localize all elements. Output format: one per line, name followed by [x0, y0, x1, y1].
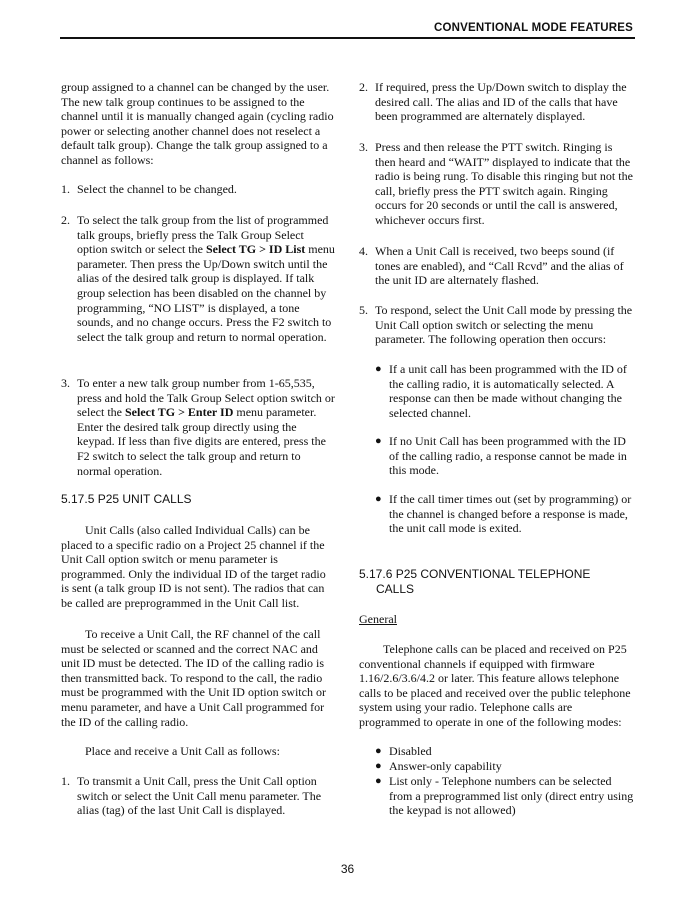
bullet-item	[359, 492, 634, 536]
step-text-b: menu parameter. Enter the desired talk group directly using the keypad. If less than five digits are entered, press the F2 switch to select the talk group and return to normal operation.	[77, 405, 326, 478]
menu-path: Select TG > Enter ID	[124, 405, 234, 420]
step-text	[77, 376, 336, 478]
bullet-item	[359, 434, 634, 478]
subheading-general: General	[359, 612, 397, 626]
step-3	[61, 376, 336, 478]
step-number: 3.	[359, 140, 368, 154]
heading-line-2: CALLS	[376, 581, 415, 596]
mode-item	[359, 744, 634, 759]
bullet-icon: ●	[375, 775, 382, 787]
bullet-icon: ●	[375, 493, 382, 505]
bullet-icon: ●	[375, 745, 382, 757]
section-heading-5-17-6	[359, 567, 634, 596]
page-number: 36	[340, 862, 355, 876]
step-text: If required, press the Up/Down switch to display the desired call. The alias and ID of the calls that have been programmed are alternately displayed.	[375, 80, 627, 124]
paragraph-text: Place and receive a Unit Call as follows:	[85, 744, 280, 758]
bullet-item	[359, 362, 634, 420]
step-number: 5.	[359, 303, 368, 317]
unit-step-4	[359, 244, 634, 288]
step-text: Select the channel to be changed.	[77, 182, 237, 196]
unit-calls-paragraph-1	[61, 523, 336, 611]
intro-text: group assigned to a channel can be changed by the user. The new talk group continues to be assigned to the channel until it is manually changed again (cycling radio power or selecting another channel does not reselect a default talk group). Change the talk group assigned to a channel as follows:	[61, 80, 334, 167]
unit-calls-paragraph-2	[61, 627, 336, 729]
unit-step-5	[359, 303, 634, 347]
mode-item	[359, 759, 634, 774]
step-number: 4.	[359, 244, 368, 258]
step-text-b: menu parameter. Then press the Up/Down switch until the alias of the desired talk group is displayed. If talk group selection has been disabled on the channel by programming, “NO LIST” is displayed, a tone sounds, and no change occurs. Press the F2 switch to select the talk group and return to normal operation.	[77, 242, 335, 344]
unit-step-1	[61, 774, 336, 818]
bullet-text: Answer-only capability	[389, 759, 502, 773]
unit-step-2	[359, 80, 634, 124]
step-number: 1.	[61, 774, 70, 788]
telephone-paragraph	[359, 642, 634, 730]
mode-item	[359, 774, 634, 818]
step-text: Press and then release the PTT switch. Ringing is then heard and “WAIT” displayed to indicate that the radio is being rung. To disable this ringing but not the call, briefly press the PTT switch again. Ringing occurs for 20 seconds or until the call is answered, whichever occurs first.	[375, 140, 633, 227]
step-number: 2.	[359, 80, 368, 94]
bullet-text: If no Unit Call has been programmed with the ID of the calling radio, a response cannot be made in this mode.	[389, 434, 627, 478]
bullet-icon: ●	[375, 435, 382, 447]
bullet-text: Disabled	[389, 744, 432, 758]
running-header: CONVENTIONAL MODE FEATURES	[433, 22, 633, 34]
unit-calls-paragraph-3	[61, 744, 336, 759]
step-number: 1.	[61, 182, 70, 196]
unit-step-3	[359, 140, 634, 228]
bullet-text: List only - Telephone numbers can be selected from a preprogrammed list only (direct entry using the keypad is not allowed)	[389, 774, 634, 818]
step-text: To respond, select the Unit Call mode by pressing the Unit Call option switch or selecting the menu parameter. The following operation then occurs:	[375, 303, 633, 347]
menu-path: Select TG > ID List	[205, 242, 306, 257]
step-1	[61, 182, 336, 197]
intro-paragraph	[61, 80, 336, 168]
step-text	[77, 213, 336, 344]
step-2	[61, 213, 336, 344]
bullet-text: If a unit call has been programmed with the ID of the calling radio, it is automatically selected. A response can then be made without changing the selected channel.	[389, 362, 627, 420]
heading-line-1: 5.17.6 P25 CONVENTIONAL TELEPHONE	[359, 567, 591, 581]
step-text: To transmit a Unit Call, press the Unit Call option switch or select the Unit Call menu parameter. The alias (tag) of the last Unit Call is displayed.	[77, 774, 322, 818]
step-text-a: To select the talk group from the list of programmed talk groups, briefly press the Talk Group Select option switch or select the	[77, 213, 329, 257]
step-text: When a Unit Call is received, two beeps sound (if tones are enabled), and “Call Rcvd” and the alias of the unit ID are alternately flashed.	[375, 244, 624, 288]
paragraph-text: To receive a Unit Call, the RF channel of the call must be selected or scanned and the correct NAC and unit ID must be detected. The ID of the calling radio is then transmitted back. To respond to the call, the radio must be programmed with the Unit ID option switch or menu parameter, and have a Unit Call programmed for the ID of the calling radio.	[61, 627, 326, 729]
header-rule	[60, 37, 635, 39]
step-number: 3.	[61, 376, 70, 390]
paragraph-text: Telephone calls can be placed and received on P25 conventional channels if equipped with firmware 1.16/2.6/3.6/4.2 or later. This feature allows telephone calls to be placed and received over the public telephone system using your radio. Telephone calls are programmed to operate in one of the following modes:	[359, 642, 631, 729]
step-number: 2.	[61, 213, 70, 227]
paragraph-text: Unit Calls (also called Individual Calls) can be placed to a specific radio on a Project 25 channel if the Unit Call option switch or menu parameter is programmed. Only the individual ID of the target radio is sent (a talk group ID is not sent). The radios that can be called are preprogrammed in the Unit Call list.	[61, 523, 326, 610]
bullet-icon: ●	[375, 363, 382, 375]
section-heading-5-17-5: 5.17.5 P25 UNIT CALLS	[61, 492, 192, 506]
step-text-a: To enter a new talk group number from 1-65,535, press and hold the Talk Group Select option switch or select the	[77, 376, 335, 420]
bullet-text: If the call timer times out (set by programming) or the channel is changed before a response is made, the unit call mode is exited.	[389, 492, 632, 536]
bullet-icon: ●	[375, 760, 382, 772]
